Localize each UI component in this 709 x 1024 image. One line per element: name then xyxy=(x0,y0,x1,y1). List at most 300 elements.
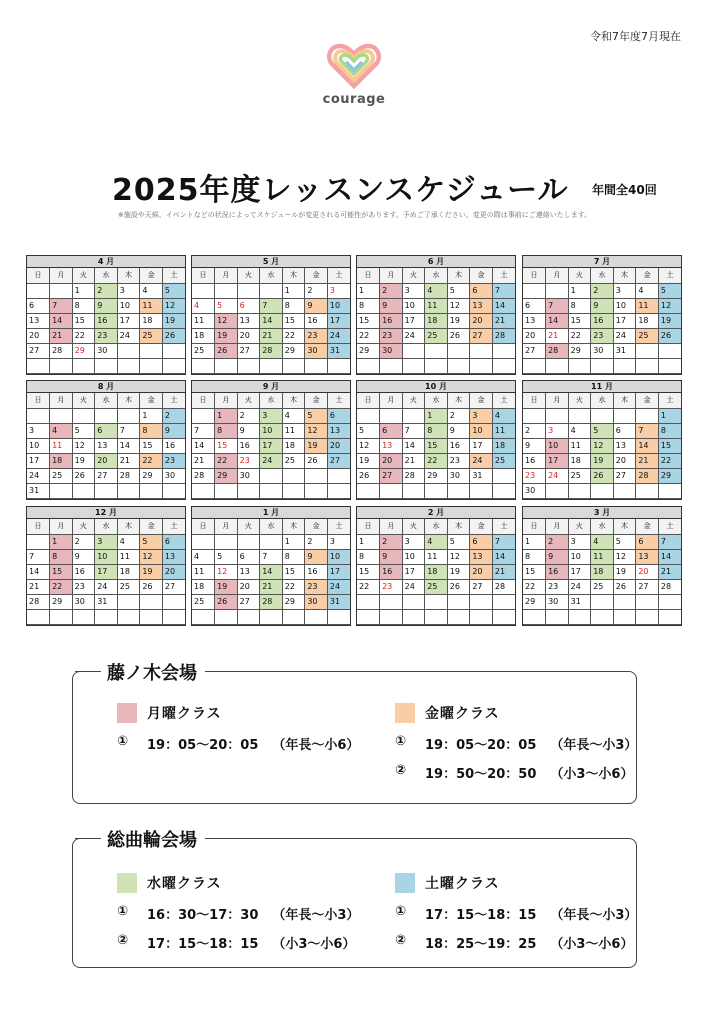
weekday-header: 金 xyxy=(140,393,163,408)
calendar-day: 28 xyxy=(636,468,659,483)
calendar-day: 2 xyxy=(380,534,403,549)
calendar-day: 13 xyxy=(237,313,260,328)
calendar-day: 14 xyxy=(546,313,569,328)
weekday-header: 月 xyxy=(50,268,73,283)
calendar-day: 9 xyxy=(162,423,185,438)
slot-grade: （年長〜小6） xyxy=(272,738,360,753)
month-calendar xyxy=(26,506,186,626)
calendar-day: 1 xyxy=(568,283,591,298)
weekday-header: 火 xyxy=(72,393,95,408)
calendar-day xyxy=(492,358,515,373)
slot-grade: （年長〜小3） xyxy=(272,908,360,923)
calendar-day: 15 xyxy=(215,438,238,453)
calendar-day: 7 xyxy=(260,298,283,313)
month-label: 2 月 xyxy=(357,507,515,519)
calendar-day: 29 xyxy=(282,343,305,358)
class-time-slot xyxy=(117,904,359,923)
calendar-day: 5 xyxy=(447,534,470,549)
calendar-day xyxy=(192,283,215,298)
weekday-header: 火 xyxy=(568,393,591,408)
calendar-day: 9 xyxy=(305,549,328,564)
calendar-day: 20 xyxy=(470,564,493,579)
calendar-day xyxy=(380,594,403,609)
calendar-day: 19 xyxy=(658,313,681,328)
calendar-day: 17 xyxy=(402,313,425,328)
calendar-day: 27 xyxy=(237,343,260,358)
calendar-day: 26 xyxy=(140,579,163,594)
weekday-header: 水 xyxy=(425,519,448,534)
calendar-day: 13 xyxy=(237,564,260,579)
weekday-header: 水 xyxy=(591,393,614,408)
weekday-header: 日 xyxy=(192,519,215,534)
calendar-day: 1 xyxy=(282,534,305,549)
calendar-day xyxy=(546,408,569,423)
calendar-day xyxy=(117,343,140,358)
calendar-day: 15 xyxy=(50,564,73,579)
calendar-day: 2 xyxy=(95,283,118,298)
calendar-day: 1 xyxy=(282,283,305,298)
calendar-day: 26 xyxy=(215,343,238,358)
weekday-header: 月 xyxy=(50,519,73,534)
calendar-day: 8 xyxy=(357,298,380,313)
weekday-header: 水 xyxy=(95,519,118,534)
calendar-day: 31 xyxy=(327,343,350,358)
calendar-day: 14 xyxy=(492,549,515,564)
calendar-day xyxy=(117,594,140,609)
calendar-day: 9 xyxy=(523,438,546,453)
weekday-header: 木 xyxy=(447,519,470,534)
calendar-day: 30 xyxy=(447,468,470,483)
calendar-day xyxy=(591,408,614,423)
calendar-day: 28 xyxy=(260,343,283,358)
calendar-day: 28 xyxy=(192,468,215,483)
calendar-day: 30 xyxy=(72,594,95,609)
calendar-day: 21 xyxy=(192,453,215,468)
calendar-day xyxy=(613,483,636,498)
weekday-header: 土 xyxy=(658,519,681,534)
calendar-day: 27 xyxy=(327,453,350,468)
weekday-header: 日 xyxy=(27,393,50,408)
calendar-day xyxy=(327,358,350,373)
weekday-header: 日 xyxy=(27,268,50,283)
calendar-day: 27 xyxy=(162,579,185,594)
month-calendar xyxy=(26,255,186,375)
calendar-day: 19 xyxy=(357,453,380,468)
slot-number: ② xyxy=(395,933,407,948)
calendar-day xyxy=(380,609,403,624)
schedule-note: ※施設や天候、イベントなどの状況によってスケジュールが変更される可能性があります。予めご了承ください。変更の際は事前にご連絡いたします。 xyxy=(117,211,592,219)
calendar-day: 13 xyxy=(523,313,546,328)
calendar-day: 5 xyxy=(140,534,163,549)
calendar-day xyxy=(402,594,425,609)
calendar-day: 9 xyxy=(380,298,403,313)
calendar-day: 26 xyxy=(215,594,238,609)
calendar-day: 7 xyxy=(192,423,215,438)
weekday-header: 水 xyxy=(591,268,614,283)
calendar-day: 3 xyxy=(402,283,425,298)
calendar-day: 31 xyxy=(568,594,591,609)
weekday-header: 金 xyxy=(140,268,163,283)
calendar-day xyxy=(162,358,185,373)
calendar-day: 20 xyxy=(162,564,185,579)
calendar-day: 23 xyxy=(546,579,569,594)
calendar-day: 24 xyxy=(95,579,118,594)
weekday-header: 日 xyxy=(523,393,546,408)
month-calendar xyxy=(26,380,186,500)
calendar-day: 17 xyxy=(568,564,591,579)
weekday-header: 木 xyxy=(282,519,305,534)
calendar-day xyxy=(447,483,470,498)
calendar-day: 4 xyxy=(117,534,140,549)
slot-grade: （小3〜小6） xyxy=(550,767,634,782)
weekday-header: 月 xyxy=(215,268,238,283)
calendar-day xyxy=(282,483,305,498)
calendar-day: 5 xyxy=(215,298,238,313)
calendar-day: 12 xyxy=(162,298,185,313)
calendar-day xyxy=(470,609,493,624)
calendar-day: 18 xyxy=(425,564,448,579)
calendar-day: 8 xyxy=(282,549,305,564)
calendar-day: 5 xyxy=(447,283,470,298)
weekday-header: 火 xyxy=(237,393,260,408)
calendar-day: 10 xyxy=(117,298,140,313)
calendar-day xyxy=(305,609,328,624)
calendar-day: 8 xyxy=(568,298,591,313)
class-name: 土曜クラス xyxy=(425,876,500,892)
calendar-day xyxy=(237,358,260,373)
calendar-day: 26 xyxy=(447,579,470,594)
calendar-day xyxy=(27,534,50,549)
calendar-day xyxy=(402,609,425,624)
weekday-header: 日 xyxy=(357,393,380,408)
weekday-header: 火 xyxy=(402,393,425,408)
calendar-day: 18 xyxy=(425,313,448,328)
calendar-day: 11 xyxy=(425,549,448,564)
calendar-day xyxy=(523,609,546,624)
calendar-day: 11 xyxy=(591,549,614,564)
calendar-day: 10 xyxy=(327,549,350,564)
calendar-day: 2 xyxy=(305,534,328,549)
calendar-day: 14 xyxy=(260,564,283,579)
weekday-header: 火 xyxy=(72,268,95,283)
weekday-header: 日 xyxy=(192,268,215,283)
calendar-day xyxy=(492,483,515,498)
calendar-day: 19 xyxy=(215,579,238,594)
month-label: 9 月 xyxy=(192,381,350,393)
calendar-day xyxy=(162,343,185,358)
calendar-day: 12 xyxy=(215,564,238,579)
calendar-day xyxy=(546,483,569,498)
calendar-day: 11 xyxy=(50,438,73,453)
calendar-day: 5 xyxy=(613,534,636,549)
class-time-slot xyxy=(117,734,359,753)
calendar-day xyxy=(568,358,591,373)
calendar-day: 27 xyxy=(95,468,118,483)
calendar-day: 25 xyxy=(282,453,305,468)
calendar-day: 9 xyxy=(591,298,614,313)
calendar-day xyxy=(357,609,380,624)
calendar-day: 22 xyxy=(282,579,305,594)
calendar-day: 18 xyxy=(192,328,215,343)
weekday-header: 金 xyxy=(305,393,328,408)
calendar-day: 11 xyxy=(117,549,140,564)
calendar-day: 26 xyxy=(613,579,636,594)
calendar-day: 21 xyxy=(636,453,659,468)
calendar-day xyxy=(50,283,73,298)
calendar-day: 14 xyxy=(260,313,283,328)
calendar-day: 20 xyxy=(636,564,659,579)
calendar-day: 28 xyxy=(492,579,515,594)
calendar-day xyxy=(591,609,614,624)
calendar-day: 24 xyxy=(546,468,569,483)
calendar-day xyxy=(380,483,403,498)
calendar-day xyxy=(658,594,681,609)
calendar-day: 18 xyxy=(192,579,215,594)
calendar-day xyxy=(140,483,163,498)
calendar-day: 19 xyxy=(305,438,328,453)
calendar-day xyxy=(591,358,614,373)
class-color-swatch xyxy=(395,703,415,723)
calendar-day xyxy=(50,408,73,423)
calendar-day: 15 xyxy=(425,438,448,453)
calendar-day: 21 xyxy=(658,564,681,579)
month-label: 7 月 xyxy=(523,256,681,268)
calendar-day: 8 xyxy=(357,549,380,564)
calendar-day: 30 xyxy=(305,343,328,358)
month-label: 4 月 xyxy=(27,256,185,268)
calendar-day: 18 xyxy=(636,313,659,328)
page-title: 2025年度レッスンスケジュール xyxy=(112,173,569,208)
calendar-day xyxy=(613,609,636,624)
calendar-day: 4 xyxy=(50,423,73,438)
calendar-day: 29 xyxy=(50,594,73,609)
calendar-day xyxy=(140,609,163,624)
calendar-day: 17 xyxy=(27,453,50,468)
calendar-day: 29 xyxy=(215,468,238,483)
calendar-day xyxy=(27,358,50,373)
calendar-day: 3 xyxy=(260,408,283,423)
calendar-day: 6 xyxy=(470,534,493,549)
calendar-day: 15 xyxy=(568,313,591,328)
calendar-day: 9 xyxy=(72,549,95,564)
calendar-day xyxy=(95,408,118,423)
weekday-header: 土 xyxy=(492,268,515,283)
calendar-day: 11 xyxy=(568,438,591,453)
calendar-day xyxy=(327,483,350,498)
calendar-day: 30 xyxy=(95,343,118,358)
calendar-day: 28 xyxy=(27,594,50,609)
calendar-day xyxy=(470,594,493,609)
weekday-header: 日 xyxy=(357,268,380,283)
calendar-day: 13 xyxy=(613,438,636,453)
weekday-header: 木 xyxy=(117,393,140,408)
calendar-day xyxy=(260,483,283,498)
calendar-day: 4 xyxy=(192,549,215,564)
calendar-day: 2 xyxy=(237,408,260,423)
calendar-day: 5 xyxy=(72,423,95,438)
slot-number: ① xyxy=(117,734,129,749)
calendar-day: 13 xyxy=(470,298,493,313)
weekday-header: 月 xyxy=(380,393,403,408)
slot-time: 19：05〜20：05 xyxy=(425,738,537,753)
calendar-day xyxy=(658,343,681,358)
calendar-day: 12 xyxy=(305,423,328,438)
calendar-day: 20 xyxy=(27,328,50,343)
calendar-day: 23 xyxy=(237,453,260,468)
calendar-day: 2 xyxy=(72,534,95,549)
weekday-header: 木 xyxy=(613,519,636,534)
calendar-day: 24 xyxy=(260,453,283,468)
calendar-day xyxy=(357,594,380,609)
calendar-day: 17 xyxy=(613,313,636,328)
weekday-header: 水 xyxy=(425,393,448,408)
calendar-day: 15 xyxy=(523,564,546,579)
calendar-day: 6 xyxy=(237,298,260,313)
calendar-day: 16 xyxy=(305,313,328,328)
calendar-day xyxy=(591,483,614,498)
weekday-header: 月 xyxy=(215,393,238,408)
weekday-header: 火 xyxy=(402,519,425,534)
calendar-day: 14 xyxy=(402,438,425,453)
calendar-day: 20 xyxy=(237,579,260,594)
calendar-day xyxy=(327,468,350,483)
calendar-day xyxy=(117,408,140,423)
weekday-header: 水 xyxy=(95,268,118,283)
month-calendar xyxy=(356,380,516,500)
calendar-day: 15 xyxy=(658,438,681,453)
weekday-header: 金 xyxy=(305,519,328,534)
calendar-day: 6 xyxy=(523,298,546,313)
calendar-day: 31 xyxy=(470,468,493,483)
class-color-swatch xyxy=(395,873,415,893)
calendar-day: 5 xyxy=(162,283,185,298)
slot-time: 17：15〜18：15 xyxy=(425,908,537,923)
calendar-day: 6 xyxy=(95,423,118,438)
calendar-day xyxy=(305,468,328,483)
calendar-day: 14 xyxy=(192,438,215,453)
calendar-day: 22 xyxy=(425,453,448,468)
calendar-day: 12 xyxy=(591,438,614,453)
weekday-header: 土 xyxy=(327,268,350,283)
calendar-day: 9 xyxy=(447,423,470,438)
calendar-day: 15 xyxy=(357,564,380,579)
weekday-header: 火 xyxy=(402,268,425,283)
calendar-day: 3 xyxy=(27,423,50,438)
calendar-day: 29 xyxy=(523,594,546,609)
calendar-day xyxy=(492,609,515,624)
calendar-day: 30 xyxy=(523,483,546,498)
calendar-day: 13 xyxy=(162,549,185,564)
calendar-day: 13 xyxy=(470,549,493,564)
weekday-header: 水 xyxy=(260,268,283,283)
calendar-day: 6 xyxy=(27,298,50,313)
calendar-day: 7 xyxy=(492,283,515,298)
calendar-day xyxy=(260,468,283,483)
weekday-header: 月 xyxy=(50,393,73,408)
calendar-day xyxy=(546,609,569,624)
calendar-day: 21 xyxy=(546,328,569,343)
calendar-day: 7 xyxy=(402,423,425,438)
calendar-day xyxy=(636,343,659,358)
calendar-day: 3 xyxy=(546,423,569,438)
calendar-day: 24 xyxy=(470,453,493,468)
weekday-header: 木 xyxy=(282,268,305,283)
calendar-day: 22 xyxy=(568,328,591,343)
calendar-day: 5 xyxy=(591,423,614,438)
calendar-day xyxy=(117,483,140,498)
calendar-day: 7 xyxy=(27,549,50,564)
calendar-day: 27 xyxy=(636,579,659,594)
calendar-day: 31 xyxy=(27,483,50,498)
calendar-day: 31 xyxy=(613,343,636,358)
calendar-day: 19 xyxy=(215,328,238,343)
calendar-day: 12 xyxy=(613,549,636,564)
calendar-day xyxy=(447,358,470,373)
calendar-day: 26 xyxy=(447,328,470,343)
calendar-day: 13 xyxy=(27,313,50,328)
calendar-day xyxy=(95,358,118,373)
calendar-day xyxy=(27,609,50,624)
calendar-day: 29 xyxy=(72,343,95,358)
calendar-day xyxy=(117,609,140,624)
calendar-day: 7 xyxy=(658,534,681,549)
calendar-day: 7 xyxy=(117,423,140,438)
class-color-swatch xyxy=(117,703,137,723)
calendar-day: 19 xyxy=(162,313,185,328)
weekday-header: 金 xyxy=(305,268,328,283)
slot-grade: （年長〜小3） xyxy=(550,908,638,923)
calendar-day: 29 xyxy=(658,468,681,483)
calendar-day: 11 xyxy=(492,423,515,438)
calendar-day: 2 xyxy=(546,534,569,549)
calendar-day xyxy=(523,358,546,373)
calendar-day: 23 xyxy=(523,468,546,483)
calendar-day xyxy=(215,483,238,498)
calendar-day: 18 xyxy=(140,313,163,328)
calendar-day: 12 xyxy=(447,298,470,313)
calendar-day: 21 xyxy=(117,453,140,468)
calendar-day: 6 xyxy=(470,283,493,298)
calendar-day: 1 xyxy=(658,408,681,423)
calendar-day: 6 xyxy=(327,408,350,423)
calendar-day xyxy=(636,609,659,624)
weekday-header: 日 xyxy=(27,519,50,534)
calendar-day: 6 xyxy=(237,549,260,564)
calendar-day: 1 xyxy=(357,283,380,298)
calendar-day: 25 xyxy=(636,328,659,343)
month-calendar xyxy=(191,380,351,500)
weekday-header: 木 xyxy=(117,268,140,283)
calendar-day: 3 xyxy=(327,283,350,298)
calendar-day: 30 xyxy=(546,594,569,609)
calendar-day xyxy=(357,483,380,498)
calendar-day: 15 xyxy=(72,313,95,328)
calendar-day: 14 xyxy=(117,438,140,453)
calendar-day: 23 xyxy=(380,328,403,343)
calendar-day: 18 xyxy=(282,438,305,453)
calendar-day: 10 xyxy=(402,298,425,313)
calendar-day: 3 xyxy=(613,283,636,298)
calendar-day xyxy=(425,609,448,624)
calendar-day: 10 xyxy=(568,549,591,564)
calendar-day xyxy=(523,408,546,423)
calendar-day: 1 xyxy=(425,408,448,423)
calendar-day: 29 xyxy=(282,594,305,609)
calendar-day: 7 xyxy=(492,534,515,549)
calendar-day xyxy=(492,343,515,358)
weekday-header: 土 xyxy=(492,393,515,408)
slot-grade: （年長〜小3） xyxy=(550,738,638,753)
